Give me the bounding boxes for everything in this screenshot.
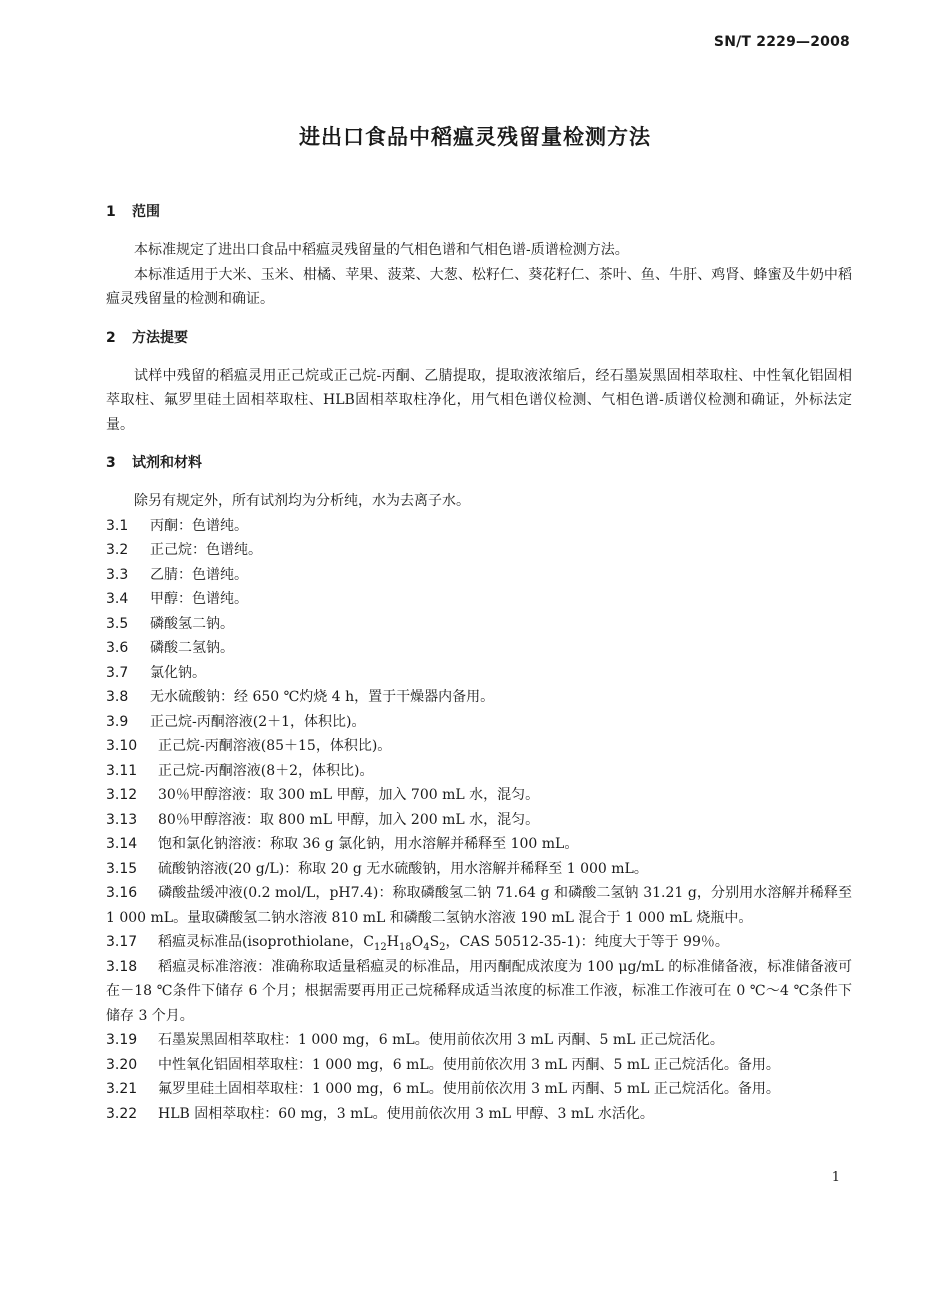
item-text: 磷酸二氢钠。: [150, 640, 234, 656]
item-number: 3.5: [106, 615, 129, 632]
section-title: 范围: [132, 204, 160, 220]
paragraph: 本标准规定了进出口食品中稻瘟灵残留量的气相色谱和气相色谱-质谱检测方法。: [134, 242, 629, 258]
section-number: 3: [106, 455, 116, 471]
formula-element: S: [429, 934, 440, 950]
formula-subscript: 12: [374, 941, 387, 953]
item-text: 甲醇：色谱纯。: [150, 591, 248, 607]
item-number: 3.2: [106, 542, 129, 558]
item-text: 氯化钠。: [150, 664, 206, 681]
list-item: [106, 612, 852, 637]
list-item: [106, 1077, 852, 1102]
section-heading: [106, 200, 852, 224]
item-number: 3.19: [106, 1032, 138, 1048]
list-item: [106, 832, 852, 857]
formula-subscript: 4: [423, 941, 430, 953]
document-title: 进出口食品中稻瘟灵残留量检测方法: [299, 125, 651, 149]
list-item: [106, 783, 852, 808]
item-number: 3.3: [106, 566, 129, 583]
item-number: 3.18: [106, 958, 138, 975]
item-number: 3.16: [106, 885, 138, 901]
header-standard-code: SN/T 2229—2008: [713, 34, 850, 50]
item-number: 3.22: [106, 1105, 138, 1122]
item-number: 3.10: [106, 738, 138, 754]
list-item: [106, 857, 852, 882]
list-item: [106, 514, 852, 539]
item-number: 3.20: [106, 1056, 138, 1073]
item-text: 30％甲醇溶液：取 300 mL 甲醇，加入 700 mL 水，混匀。: [158, 787, 540, 803]
paragraph: 本标准适用于大米、玉米、柑橘、苹果、菠菜、大葱、松籽仁、葵花籽仁、茶叶、鱼、牛肝、鸡肾、蜂蜜及牛奶中稻瘟灵残留量的检测和确证。: [106, 266, 852, 307]
item-number: 3.8: [106, 689, 129, 705]
item-number: 3.13: [106, 811, 138, 828]
item-text: 正己烷-丙酮溶液(85＋15，体积比)。: [158, 738, 392, 754]
item-number: 3.7: [106, 664, 129, 681]
item-number: 3.17: [106, 934, 138, 950]
item-text: 氟罗里硅土固相萃取柱：1 000 mg，6 mL。使用前依次用 3 mL 丙酮、5 mL 正己烷活化。备用。: [158, 1081, 780, 1097]
item-text: 饱和氯化钠溶液：称取 36 g 氯化钠，用水溶解并稀释至 100 mL。: [158, 836, 579, 852]
item-text: 稻瘟灵标准溶液：准确称取适量稻瘟灵的标准品，用丙酮配成浓度为 100 μg/mL 的标准储备液，标准储备液可在－18 ℃条件下储存 6 个月；根据需要再用正己烷稀释成适当浓度的标准工作液，标准工作液可在 0 ℃～4 ℃条件下储存 3 个月。: [106, 958, 852, 1024]
list-item: [106, 538, 852, 563]
section-title: 试剂和材料: [132, 455, 202, 471]
item-number: 3.1: [106, 517, 129, 534]
section-number: 1: [106, 204, 116, 220]
item-text: 磷酸盐缓冲液(0.2 mol/L，pH7.4)：称取磷酸氢二钠 71.64 g 和磷酸二氢钠 31.21 g，分别用水溶解并稀释至 1 000 mL。量取磷酸氢二钠水溶液 810 mL 和磷酸二氢钠水溶液 190 mL 混合于 1 000 mL 烧瓶中。: [106, 885, 852, 926]
document-body: [106, 200, 852, 1126]
section-reagents: [106, 451, 852, 1126]
list-item: [106, 955, 852, 1029]
list-item: [106, 563, 852, 588]
item-text: 硫酸钠溶液(20 g/L)：称取 20 g 无水硫酸钠，用水溶解并稀释至 1 000 mL。: [158, 860, 648, 877]
list-item: [106, 1102, 852, 1127]
item-number: 3.15: [106, 860, 138, 877]
item-text: 80％甲醇溶液：取 800 mL 甲醇，加入 200 mL 水，混匀。: [158, 811, 540, 828]
list-item: [106, 1028, 852, 1053]
section-title: 方法提要: [132, 329, 188, 346]
formula-element: O: [411, 934, 424, 950]
item-text: 磷酸氢二钠。: [150, 615, 234, 632]
paragraph: 除另有规定外，所有试剂均为分析纯，水为去离子水。: [134, 493, 470, 509]
item-text: ，CAS 50512-35-1)：纯度大于等于 99％。: [445, 934, 729, 950]
formula-element: H: [386, 934, 399, 950]
list-item: [106, 685, 852, 710]
item-text: 正己烷-丙酮溶液(8＋2，体积比)。: [158, 762, 374, 779]
item-text: 乙腈：色谱纯。: [150, 566, 248, 583]
list-item: [106, 930, 852, 955]
list-item: [106, 1053, 852, 1078]
item-text: HLB 固相萃取柱：60 mg，3 mL。使用前依次用 3 mL 甲醇、3 mL 水活化。: [158, 1105, 654, 1122]
list-item: [106, 808, 852, 833]
section-heading: [106, 326, 852, 350]
paragraph: 试样中残留的稻瘟灵用正己烷或正己烷-丙酮、乙腈提取，提取液浓缩后，经石墨炭黑固相萃取柱、中性氧化铝固相萃取柱、氟罗里硅土固相萃取柱、HLB固相萃取柱净化，用气相色谱仪检测、气相色谱-质谱仪检测和确证，外标法定量。: [106, 367, 852, 433]
list-item: [106, 710, 852, 735]
item-text: 石墨炭黑固相萃取柱：1 000 mg，6 mL。使用前依次用 3 mL 丙酮、5 mL 正己烷活化。: [158, 1032, 724, 1048]
page-number: 1: [831, 1170, 840, 1185]
list-item: [106, 759, 852, 784]
formula-subscript: 2: [439, 941, 446, 953]
item-number: 3.11: [106, 762, 138, 779]
list-item: [106, 734, 852, 759]
item-number: 3.6: [106, 640, 129, 656]
section-number: 2: [106, 329, 116, 346]
section-scope: [106, 200, 852, 312]
list-item: [106, 636, 852, 661]
section-heading: [106, 451, 852, 475]
item-text: 中性氧化铝固相萃取柱：1 000 mg，6 mL。使用前依次用 3 mL 丙酮、5 mL 正己烷活化。备用。: [158, 1056, 780, 1073]
item-number: 3.21: [106, 1081, 138, 1097]
list-item: [106, 661, 852, 686]
list-item: [106, 587, 852, 612]
formula-subscript: 18: [398, 941, 412, 953]
item-number: 3.4: [106, 591, 129, 607]
item-text: 稻瘟灵标准品(isoprothiolane，C: [158, 934, 375, 950]
list-item: [106, 881, 852, 930]
item-text: 正己烷-丙酮溶液(2＋1，体积比)。: [150, 713, 366, 730]
item-text: 丙酮：色谱纯。: [150, 517, 248, 534]
item-text: 无水硫酸钠：经 650 ℃灼烧 4 h，置于干燥器内备用。: [150, 689, 495, 705]
item-number: 3.12: [106, 787, 138, 803]
item-number: 3.9: [106, 713, 129, 730]
section-method-summary: [106, 326, 852, 438]
item-text: 正己烷：色谱纯。: [150, 542, 262, 558]
item-number: 3.14: [106, 836, 138, 852]
